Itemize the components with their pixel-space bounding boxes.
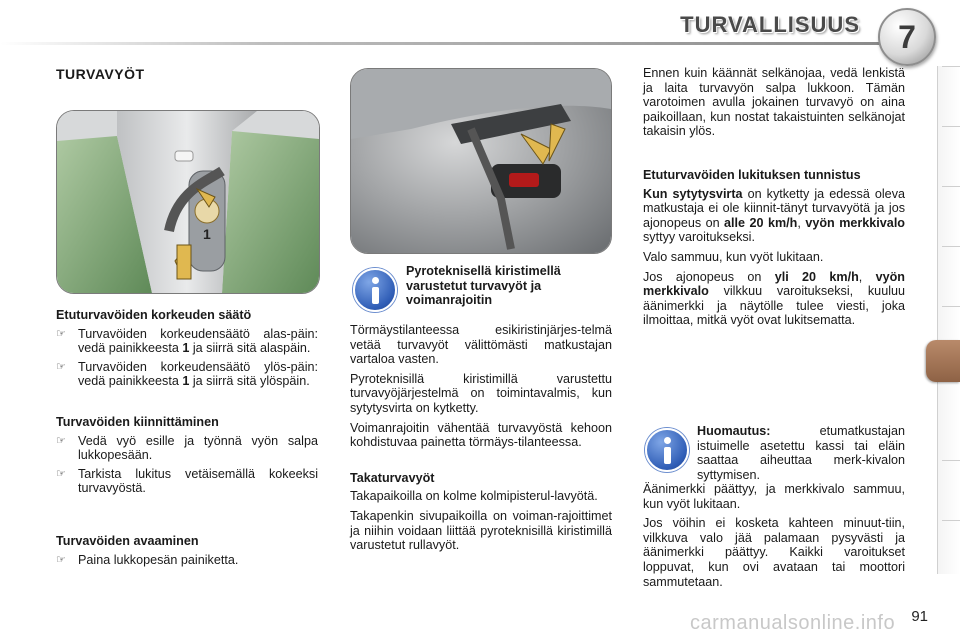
chapter-tab-active[interactable] <box>926 340 960 382</box>
bullet-text: Turvavöiden korkeudensäätö ylös-päin: vedä painikkeesta <box>78 359 318 389</box>
paragraph: Takapaikoilla on kolme kolmipisterul-lavyötä. <box>350 489 598 504</box>
page-header <box>0 0 960 54</box>
section-heading: Takaturvavyöt <box>350 470 435 485</box>
rear-belt-buckle-illustration <box>350 68 612 254</box>
bullet-text: Turvavöiden korkeudensäätö alas-päin: vedä painikkeesta <box>78 326 318 356</box>
callout-number: 1 <box>203 226 211 242</box>
text: , <box>797 215 806 230</box>
list-item <box>56 467 318 496</box>
page-title: TURVAVYÖT <box>56 66 145 82</box>
tab-divider <box>942 520 960 521</box>
paragraph: Valo sammuu, kun vyöt lukitaan. <box>643 249 824 264</box>
text: , <box>858 269 876 284</box>
bullet-icon: ☞ <box>56 434 66 447</box>
bullet-icon: ☞ <box>56 360 66 373</box>
paragraph: Pyroteknisillä kiristimillä varustettu turvavyöjärjestelmä on toimintavalmis, kun sytytysvirta on kytketty. <box>350 371 612 415</box>
paragraph: Takapenkin sivupaikoilla on voiman-rajoittimet ja niihin voidaan liittää pyroteknisillä kiristimillä varustetut rullavyöt. <box>350 508 612 553</box>
text: on kytketty ja edessä oleva matkustaja ei ole kiinnit-tänyt turvavyötä ja jos ajonopeus on <box>643 186 905 230</box>
info-icon <box>353 268 397 312</box>
paragraph: Voimanrajoitin vähentää turvavyöstä kehoon kohdistuvaa painetta törmäys-tilanteessa. <box>350 420 612 450</box>
tab-divider <box>942 66 960 67</box>
note-text: etumatkustajan istuimelle asetettu kassi tai eläin saattaa aiheuttaa merk-kivalon syttymisen. <box>697 424 905 482</box>
belt-height-adjuster-illustration <box>56 110 320 294</box>
list-item <box>56 434 318 463</box>
callout-ref: 1 <box>182 374 190 389</box>
paragraph: Ennen kuin käännät selkänojaa, vedä lenkistä ja laita turvavyön salpa lukkoon. Tämän varotoimen avulla jokainen turvavyö on aina paikoillaan, kun nostat takaistuinten selkänojat takaisin ylös. <box>643 66 905 139</box>
note-label: Huomautus: <box>697 424 771 438</box>
callout-ref: 1 <box>182 341 190 356</box>
text: syttyy varoitukseksi. <box>643 230 755 245</box>
bullet-text: Vedä vyö esille ja työnnä vyön salpa lukkopesään. <box>78 433 318 463</box>
section-heading: Turvavöiden kiinnittäminen <box>56 414 219 429</box>
text: vilkkuu varoitukseksi, kuuluu äänimerkki ja näytölle tulee viesti, joka ilmoittaa, mitkä vyöt ovat lukitsematta. <box>643 284 905 328</box>
bold-text: alle 20 km/h <box>724 215 798 230</box>
bold-text: Kun sytytysvirta <box>643 186 743 201</box>
bold-text: vyön merkkivalo <box>643 269 905 299</box>
column-1 <box>56 308 318 571</box>
tab-divider <box>942 186 960 187</box>
bullet-text: Tarkista lukitus vetäisemällä kokeeksi turvavyöstä. <box>78 466 318 496</box>
paragraph: Äänimerkki päättyy, ja merkkivalo sammuu, kun vyöt lukitaan. <box>643 482 905 511</box>
chapter-number-badge: 7 <box>878 8 936 66</box>
note-box <box>697 424 905 487</box>
bold-text: yli 20 km/h <box>774 269 859 284</box>
bullet-text: ja siirrä sitä ylöspäin. <box>189 374 310 389</box>
info-icon <box>645 428 689 472</box>
tab-divider <box>942 460 960 461</box>
column-3 <box>643 66 905 333</box>
column-2 <box>350 323 612 558</box>
bold-text: vyön merkkivalo <box>805 215 906 230</box>
tab-divider <box>942 126 960 127</box>
note-heading: Pyroteknisellä kiristimellä varustetut turvavyöt ja voimanrajoitin <box>406 264 561 308</box>
section-heading: Turvavöiden avaaminen <box>56 533 199 548</box>
paragraph: Jos vöihin ei kosketa kahteen minuut-tiin, vilkkuva valo jää palamaan pysyvästi ja äänimerkki päättyy. Kaikki varoitukset loppuvat, kun ovi avataan tai moottori sammutetaan. <box>643 516 905 589</box>
list-item <box>56 327 318 356</box>
tab-divider <box>942 306 960 307</box>
pyrotechnic-note-heading <box>406 264 606 308</box>
chapter-title: TURVALLISUUS <box>680 12 860 37</box>
paragraph <box>643 187 905 245</box>
list-item <box>56 553 318 568</box>
section-heading: Etuturvavöiden korkeuden säätö <box>56 308 252 322</box>
column-3-bottom <box>643 482 905 594</box>
watermark: carmanualsonline.info <box>690 612 896 634</box>
bullet-icon: ☞ <box>56 467 66 480</box>
paragraph <box>643 270 905 328</box>
header-rule <box>0 42 880 45</box>
text: Jos ajonopeus on <box>643 269 775 284</box>
tab-divider <box>942 246 960 247</box>
section-heading: Etuturvavöiden lukituksen tunnistus <box>643 167 861 182</box>
list-item <box>56 360 318 389</box>
bullet-icon: ☞ <box>56 553 66 566</box>
bullet-text: ja siirrä sitä alaspäin. <box>189 341 311 356</box>
paragraph: Törmäystilanteessa esikiristinjärjes-telmä vetää turvavyöt välittömästi matkustajan vartaloa vasten. <box>350 323 612 367</box>
bullet-icon: ☞ <box>56 327 66 340</box>
bullet-text: Paina lukkopesän painiketta. <box>78 552 239 567</box>
page-number: 91 <box>911 608 928 625</box>
chapter-tab-strip <box>937 66 960 574</box>
note-paragraph <box>697 424 905 482</box>
